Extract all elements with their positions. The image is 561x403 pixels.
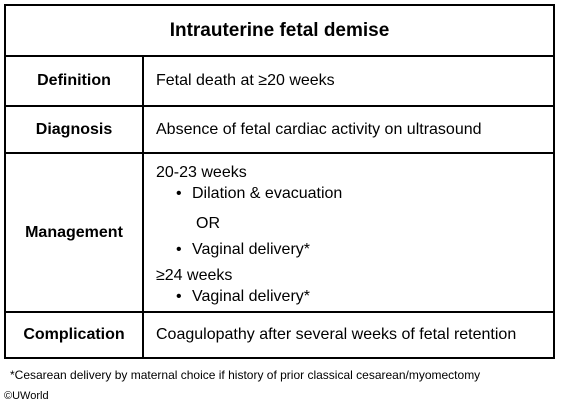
copyright: ©UWorld — [4, 390, 49, 402]
management-heading-24: ≥24 weeks — [156, 267, 233, 284]
complication-label: Complication — [6, 313, 144, 357]
management-item-vaginal-1 — [192, 241, 310, 259]
complication-row — [6, 313, 553, 357]
management-or: OR — [196, 215, 220, 232]
table-title: Intrauterine fetal demise — [6, 6, 553, 57]
diagnosis-value: Absence of fetal cardiac activity on ultrasound — [156, 120, 482, 138]
footnote: *Cesarean delivery by maternal choice if history of prior classical cesarean/myomectomy — [10, 368, 481, 382]
management-label: Management — [6, 154, 144, 311]
management-item-vaginal-2-text: Vaginal delivery* — [192, 288, 310, 305]
diagnosis-label: Diagnosis — [6, 107, 144, 152]
management-row — [6, 154, 553, 313]
management-heading-20-23: 20-23 weeks — [156, 164, 247, 181]
idf-table — [4, 4, 555, 359]
management-item-vaginal-1-text: Vaginal delivery* — [192, 241, 310, 258]
management-item-vaginal-2 — [192, 288, 310, 306]
complication-value: Coagulopathy after several weeks of fetal retention — [156, 326, 517, 343]
definition-value: Fetal death at ≥20 weeks — [156, 72, 335, 89]
definition-label: Definition — [6, 57, 144, 105]
diagnosis-row — [6, 107, 553, 154]
definition-row — [6, 57, 553, 107]
management-item-dilation — [192, 185, 342, 203]
management-item-dilation-text: Dilation & evacuation — [192, 185, 343, 202]
